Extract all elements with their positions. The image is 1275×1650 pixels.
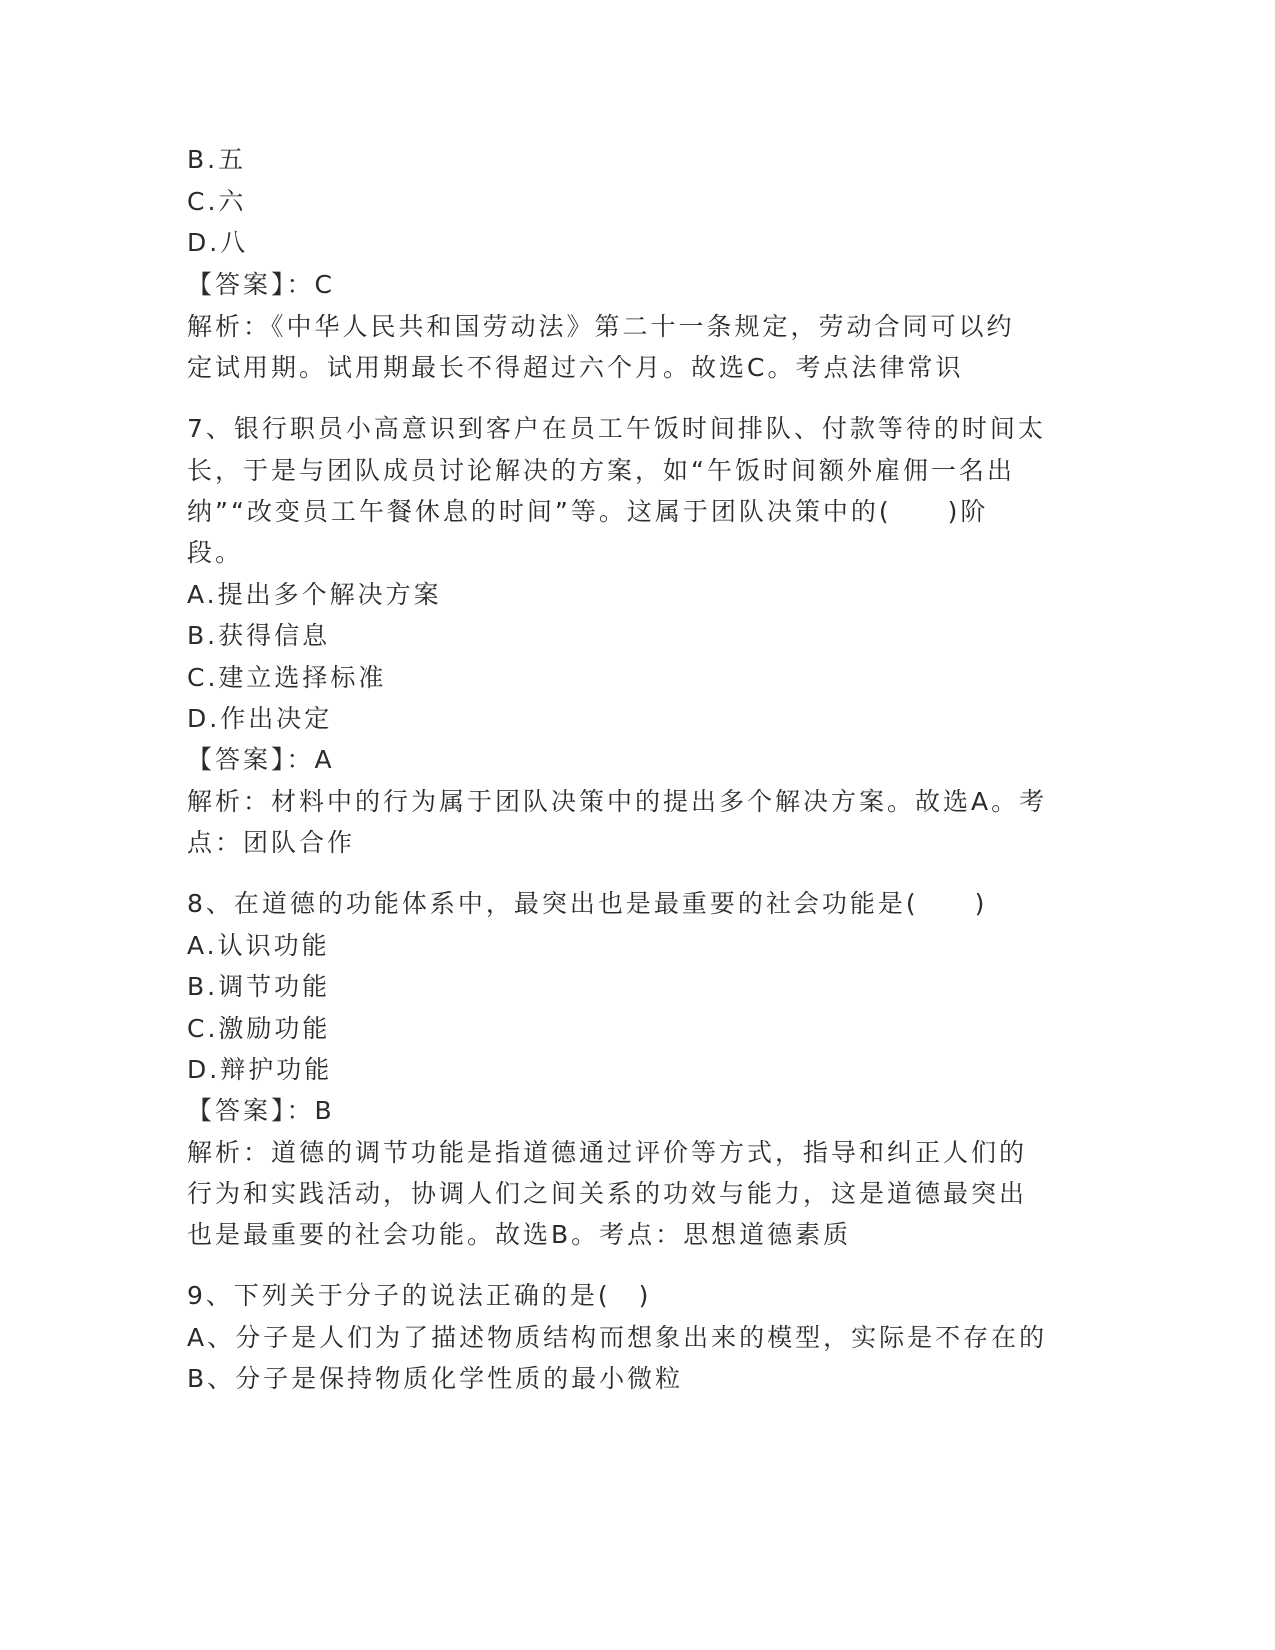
q7-stem-line: 7、银行职员小高意识到客户在员工午饭时间排队、付款等待的时间太 — [187, 414, 1046, 443]
q6-analysis-line: 解析：《中华人民共和国劳动法》第二十一条规定，劳动合同可以约 — [187, 312, 1015, 341]
q6-option-c: C.六 — [187, 187, 247, 216]
q8-option-d: D.辩护功能 — [187, 1055, 333, 1084]
q8-analysis-line: 行为和实践活动，协调人们之间关系的功效与能力，这是道德最突出 — [187, 1179, 1028, 1208]
q7-option-b: B.获得信息 — [187, 621, 331, 650]
q7-stem-line: 长，于是与团队成员讨论解决的方案，如“午饭时间额外雇佣一名出 — [187, 456, 1015, 485]
q8-analysis-line: 解析：道德的调节功能是指道德通过评价等方式，指导和纠正人们的 — [187, 1138, 1028, 1167]
q7-option-a: A.提出多个解决方案 — [187, 580, 442, 609]
q6-analysis-line: 定试用期。试用期最长不得超过六个月。故选C。考点法律常识 — [187, 353, 964, 382]
q9-option-a: A、分子是人们为了描述物质结构而想象出来的模型，实际是不存在的 — [187, 1323, 1048, 1352]
q6-option-b: B.五 — [187, 145, 247, 174]
q8-option-c: C.激励功能 — [187, 1014, 331, 1043]
q7-analysis-line: 解析：材料中的行为属于团队决策中的提出多个解决方案。故选A。考 — [187, 787, 1048, 816]
q8-option-a: A.认识功能 — [187, 931, 330, 960]
q9-option-b: B、分子是保持物质化学性质的最小微粒 — [187, 1364, 684, 1393]
q7-option-d: D.作出决定 — [187, 704, 333, 733]
q7-stem-line: 纳”“改变员工午餐休息的时间”等。这属于团队决策中的( )阶 — [187, 497, 989, 526]
q8-stem-line: 8、在道德的功能体系中，最突出也是最重要的社会功能是( ) — [187, 889, 988, 918]
q6-option-d: D.八 — [187, 228, 249, 257]
q6-answer: 【答案】：C — [187, 270, 335, 299]
q7-analysis-line: 点：团队合作 — [187, 828, 356, 857]
q7-stem-line: 段。 — [187, 538, 244, 567]
q8-answer: 【答案】：B — [187, 1096, 335, 1125]
q8-analysis-line: 也是最重要的社会功能。故选B。考点：思想道德素质 — [187, 1220, 852, 1249]
q7-answer: 【答案】：A — [187, 745, 335, 774]
q7-option-c: C.建立选择标准 — [187, 663, 387, 692]
q9-stem-line: 9、下列关于分子的说法正确的是( ) — [187, 1281, 652, 1310]
q8-option-b: B.调节功能 — [187, 972, 331, 1001]
